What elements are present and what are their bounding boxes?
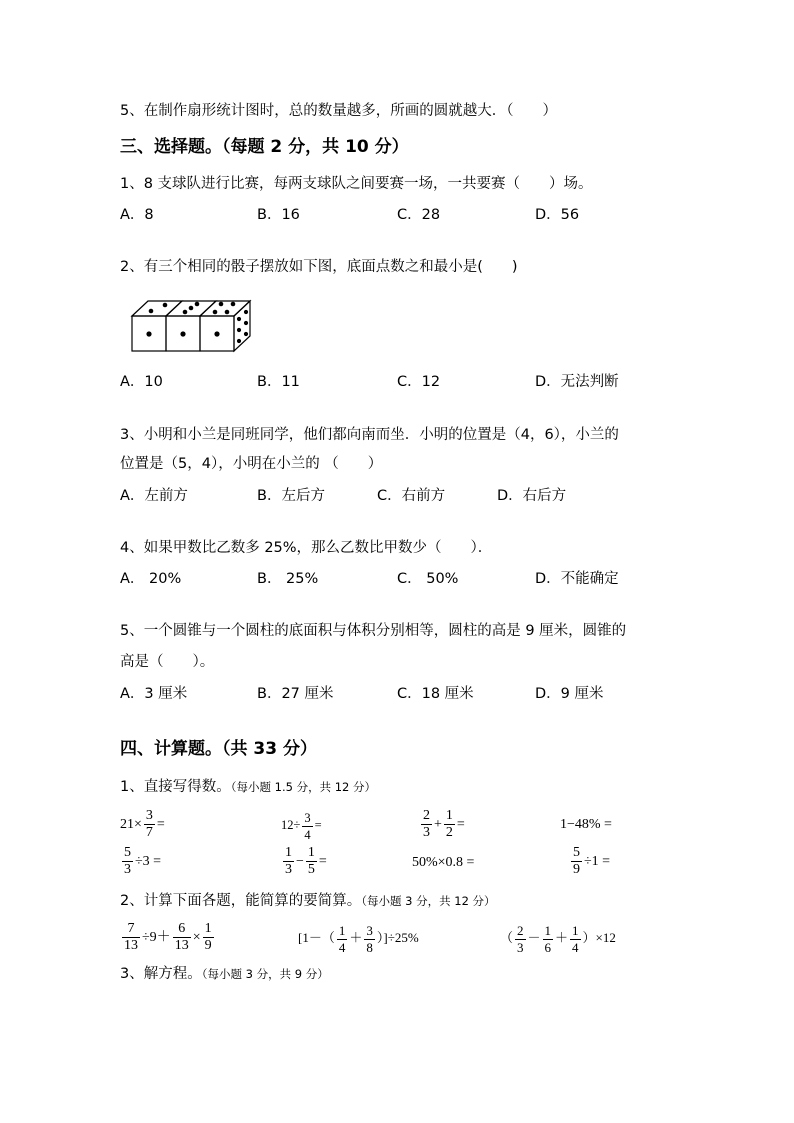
part-2-score-note: （每小题 3 分，共 12 分） bbox=[361, 894, 496, 908]
part-2-heading bbox=[120, 891, 496, 911]
calc-item-4: 1−48% = bbox=[560, 817, 612, 832]
die-1-top-dot bbox=[163, 303, 168, 308]
q1-stem: 1、8 支球队进行比赛，每两支球队之间要赛一场，一共要赛（ ）场。 bbox=[120, 176, 593, 192]
calc-item-7: 50%×0.8 = bbox=[412, 855, 475, 870]
die-1-top-dot bbox=[149, 309, 154, 314]
compute-item-2: [1－（ $\frac{1}{4}$ ＋ $\frac{3}{8}$ ）]÷25% bbox=[298, 922, 419, 955]
die-3-side-dot bbox=[237, 328, 241, 332]
q1-option-b[interactable]: B．16 bbox=[257, 207, 300, 223]
die-2-top-dot bbox=[189, 306, 194, 311]
calc-item-6: $\frac{1}{3}$ − $\frac{1}{5}$ = bbox=[285, 845, 327, 878]
q5-option-b[interactable]: B．27 厘米 bbox=[257, 686, 334, 702]
q5-stem-line2: 高是（ ）。 bbox=[120, 654, 215, 670]
q4-option-a[interactable]: A． 20% bbox=[120, 571, 182, 587]
die-3-side-dot bbox=[244, 332, 248, 336]
part-2-label: 2、计算下面各题，能简算的要简算。 bbox=[120, 893, 362, 909]
q4-stem: 4、如果甲数比乙数多 25%，那么乙数比甲数少（ ）． bbox=[120, 540, 493, 556]
die-3-front-dot bbox=[214, 331, 219, 336]
q2-option-b[interactable]: B．11 bbox=[257, 374, 300, 390]
dice-figure bbox=[128, 298, 254, 356]
section-4-title: 四、计算题。（共 33 分） bbox=[120, 739, 317, 759]
q3-option-b[interactable]: B．左后方 bbox=[257, 488, 325, 504]
calc-item-5: $\frac{5}{3}$ ÷3 = bbox=[124, 845, 162, 878]
die-3-side-dot bbox=[237, 317, 241, 321]
calc-item-2: 12÷ $\frac{3}{4}$ = bbox=[281, 810, 322, 842]
die-3-top-dot bbox=[231, 302, 236, 307]
q3-option-c[interactable]: C．右前方 bbox=[377, 488, 446, 504]
q3-stem-line2: 位置是（5，4），小明在小兰的 （ ） bbox=[120, 456, 383, 472]
q1-option-d[interactable]: D．56 bbox=[535, 207, 580, 223]
part-1-label: 1、直接写得数。 bbox=[120, 779, 231, 795]
q5-stem-line1: 5、一个圆锥与一个圆柱的底面积与体积分别相等，圆柱的高是 9 厘米，圆锥的 bbox=[120, 623, 627, 639]
calc-item-3: $\frac{2}{3}$ + $\frac{1}{2}$ = bbox=[423, 808, 465, 841]
die-3-side-dot bbox=[244, 321, 248, 325]
q2-option-d[interactable]: D．无法判断 bbox=[535, 374, 619, 390]
die-2-top-dot bbox=[183, 310, 188, 315]
die-3-side-dot bbox=[237, 339, 241, 343]
compute-item-1: $\frac{7}{13}$ ÷9＋ $\frac{6}{13}$ × $\frac{1}{9}$ bbox=[124, 921, 212, 954]
q2-option-c[interactable]: C．12 bbox=[397, 374, 441, 390]
q4-option-b[interactable]: B． 25% bbox=[257, 571, 319, 587]
die-3-top-dot bbox=[219, 302, 224, 307]
die-2-front-dot bbox=[180, 331, 185, 336]
q5-option-a[interactable]: A．3 厘米 bbox=[120, 686, 188, 702]
die-1-front-dot bbox=[146, 331, 151, 336]
die-3-top-dot bbox=[225, 310, 230, 315]
q3-option-a[interactable]: A．左前方 bbox=[120, 488, 188, 504]
part-3-heading bbox=[120, 964, 329, 984]
part-3-label: 3、解方程。 bbox=[120, 966, 202, 982]
q1-option-c[interactable]: C．28 bbox=[397, 207, 441, 223]
compute-item-3: （ $\frac{2}{3}$ － $\frac{1}{6}$ ＋ $\frac{1}{4}$ ）×12 bbox=[500, 922, 616, 955]
part-3-score-note: （每小题 3 分，共 9 分） bbox=[201, 967, 329, 981]
q5-option-d[interactable]: D．9 厘米 bbox=[535, 686, 604, 702]
calc-item-8: $\frac{5}{9}$ ÷1 = bbox=[573, 845, 611, 878]
die-2-top-dot bbox=[195, 302, 200, 307]
part-1-heading bbox=[120, 777, 376, 797]
die-3-top-dot bbox=[213, 310, 218, 315]
q3-stem-line1: 3、小明和小兰是同班同学，他们都向南而坐．小明的位置是（4，6），小兰的 bbox=[120, 427, 619, 443]
q3-option-d[interactable]: D．右后方 bbox=[497, 488, 567, 504]
section-3-title: 三、选择题。（每题 2 分，共 10 分） bbox=[120, 137, 409, 157]
q5-option-c[interactable]: C．18 厘米 bbox=[397, 686, 474, 702]
die-3-side-dot bbox=[244, 310, 248, 314]
q4-option-d[interactable]: D．不能确定 bbox=[535, 571, 619, 587]
q2-stem: 2、有三个相同的骰子摆放如下图，底面点数之和最小是( ) bbox=[120, 259, 518, 275]
judge-question-5: 5、在制作扇形统计图时，总的数量越多，所画的圆就越大．（ ） bbox=[120, 103, 557, 119]
part-1-score-note: （每小题 1.5 分，共 12 分） bbox=[230, 780, 377, 794]
calc-item-1: 21× $\frac{3}{7}$ = bbox=[120, 808, 165, 841]
die-3-side-face bbox=[234, 301, 250, 351]
q4-option-c[interactable]: C． 50% bbox=[397, 571, 459, 587]
q2-option-a[interactable]: A．10 bbox=[120, 374, 163, 390]
q1-option-a[interactable]: A．8 bbox=[120, 207, 154, 223]
